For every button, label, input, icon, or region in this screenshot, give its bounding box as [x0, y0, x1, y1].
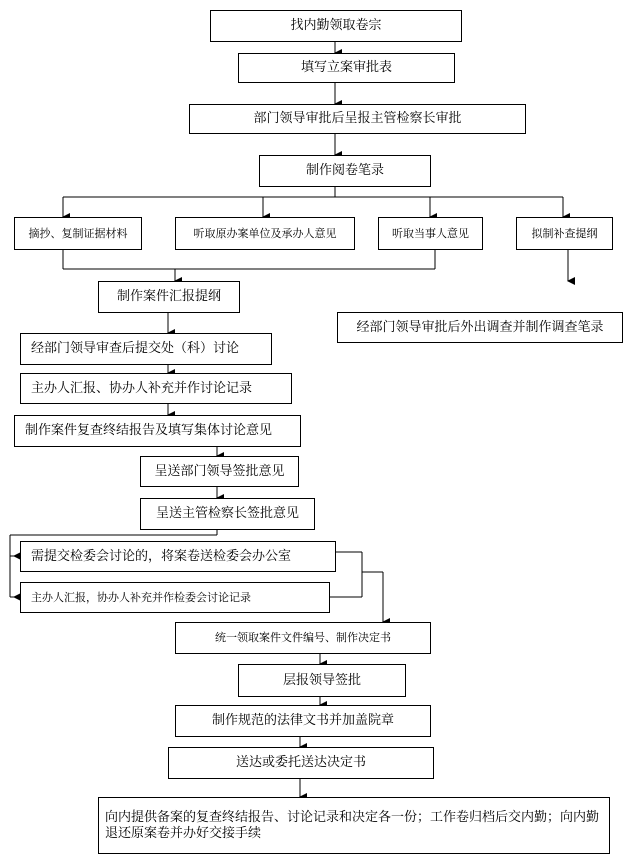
step-department-approval: 部门领导审批后呈报主管检察长审批: [189, 104, 526, 134]
step-department-sign: 呈送部门领导签批意见: [140, 456, 299, 487]
side-external-investigation: 经部门领导审批后外出调查并制作调查笔录: [337, 312, 623, 343]
step-leader-sign: 层报领导签批: [238, 664, 406, 697]
step-deliver-decision: 送达或委托送达决定书: [168, 747, 434, 779]
step-get-files: 找内勤领取卷宗: [210, 10, 462, 42]
step-final-review-report: 制作案件复查终结报告及填写集体讨论意见: [14, 415, 301, 447]
step-review-record: 制作阅卷笔录: [259, 155, 431, 187]
step-discussion-record: 主办人汇报、协办人补充并作讨论记录: [20, 373, 292, 404]
branch-hear-original-unit: 听取原办案单位及承办人意见: [175, 217, 355, 250]
branch-hear-parties: 听取当事人意见: [378, 217, 483, 250]
step-chief-sign: 呈送主管检察长签批意见: [140, 498, 315, 530]
branch-supplementary-outline: 拟制补查提纲: [516, 217, 613, 250]
step-get-document-number: 统一领取案件文件编号、制作决定书: [175, 622, 431, 654]
step-send-to-committee: 需提交检委会讨论的，将案卷送检委会办公室: [20, 541, 336, 572]
step-case-report-outline: 制作案件汇报提纲: [98, 281, 240, 313]
step-legal-document-seal: 制作规范的法律文书并加盖院章: [175, 705, 431, 737]
step-fill-approval-form: 填写立案审批表: [238, 53, 455, 83]
step-committee-record: 主办人汇报，协办人补充并作检委会讨论记录: [20, 582, 330, 613]
step-submit-for-discussion: 经部门领导审查后提交处（科）讨论: [20, 333, 272, 365]
branch-copy-evidence: 摘抄、复制证据材料: [14, 217, 142, 250]
step-archive-handover: 向内提供备案的复查终结报告、讨论记录和决定各一份；工作卷归档后交内勤；向内勤退还原案卷并办好交接手续: [98, 797, 610, 854]
